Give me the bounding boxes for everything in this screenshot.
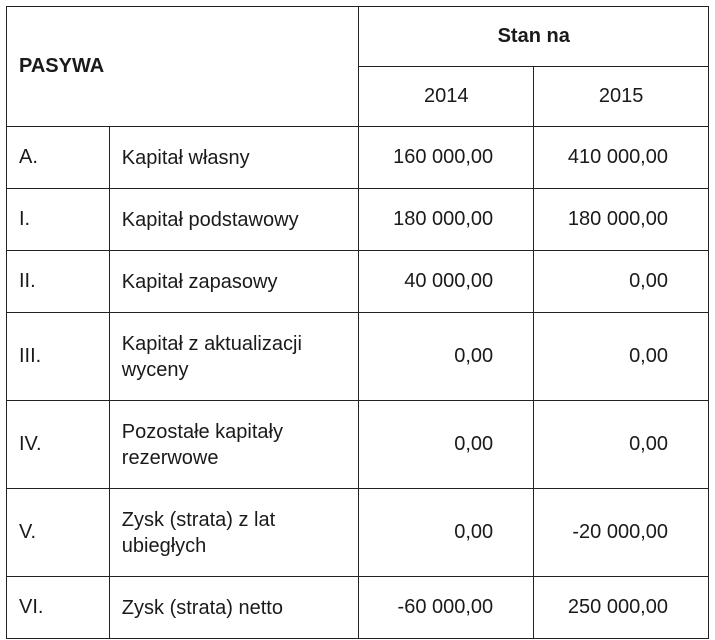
row-label: Zysk (strata) netto	[109, 577, 359, 639]
table-row	[7, 127, 709, 189]
value-2014: 0,00	[359, 401, 534, 489]
row-label: Kapitał własny	[109, 127, 359, 189]
table-row	[7, 251, 709, 313]
row-number: II.	[7, 251, 110, 313]
row-number: I.	[7, 189, 110, 251]
value-2015: 410 000,00	[534, 127, 709, 189]
row-label: Kapitał podstawowy	[109, 189, 359, 251]
table-row	[7, 489, 709, 577]
row-label: Kapitał z aktualizacji wyceny	[109, 313, 359, 401]
value-2015: 0,00	[534, 251, 709, 313]
stan-na-header: Stan na	[359, 7, 709, 67]
value-2015: 250 000,00	[534, 577, 709, 639]
value-2014: 0,00	[359, 313, 534, 401]
value-2014: 180 000,00	[359, 189, 534, 251]
value-2015: 180 000,00	[534, 189, 709, 251]
table-row	[7, 313, 709, 401]
row-number: IV.	[7, 401, 110, 489]
table-row	[7, 577, 709, 639]
table-row	[7, 401, 709, 489]
year-2014-header: 2014	[359, 67, 534, 127]
value-2014: -60 000,00	[359, 577, 534, 639]
value-2014: 160 000,00	[359, 127, 534, 189]
value-2014: 40 000,00	[359, 251, 534, 313]
row-label: Pozostałe kapitały rezerwowe	[109, 401, 359, 489]
value-2015: 0,00	[534, 401, 709, 489]
value-2015: -20 000,00	[534, 489, 709, 577]
liabilities-table	[6, 6, 709, 639]
table-row	[7, 189, 709, 251]
row-number: V.	[7, 489, 110, 577]
row-number: A.	[7, 127, 110, 189]
year-2015-header: 2015	[534, 67, 709, 127]
pasywa-header: PASYWA	[7, 7, 359, 127]
row-label: Zysk (strata) z lat ubiegłych	[109, 489, 359, 577]
row-label: Kapitał zapasowy	[109, 251, 359, 313]
row-number: VI.	[7, 577, 110, 639]
value-2014: 0,00	[359, 489, 534, 577]
value-2015: 0,00	[534, 313, 709, 401]
row-number: III.	[7, 313, 110, 401]
